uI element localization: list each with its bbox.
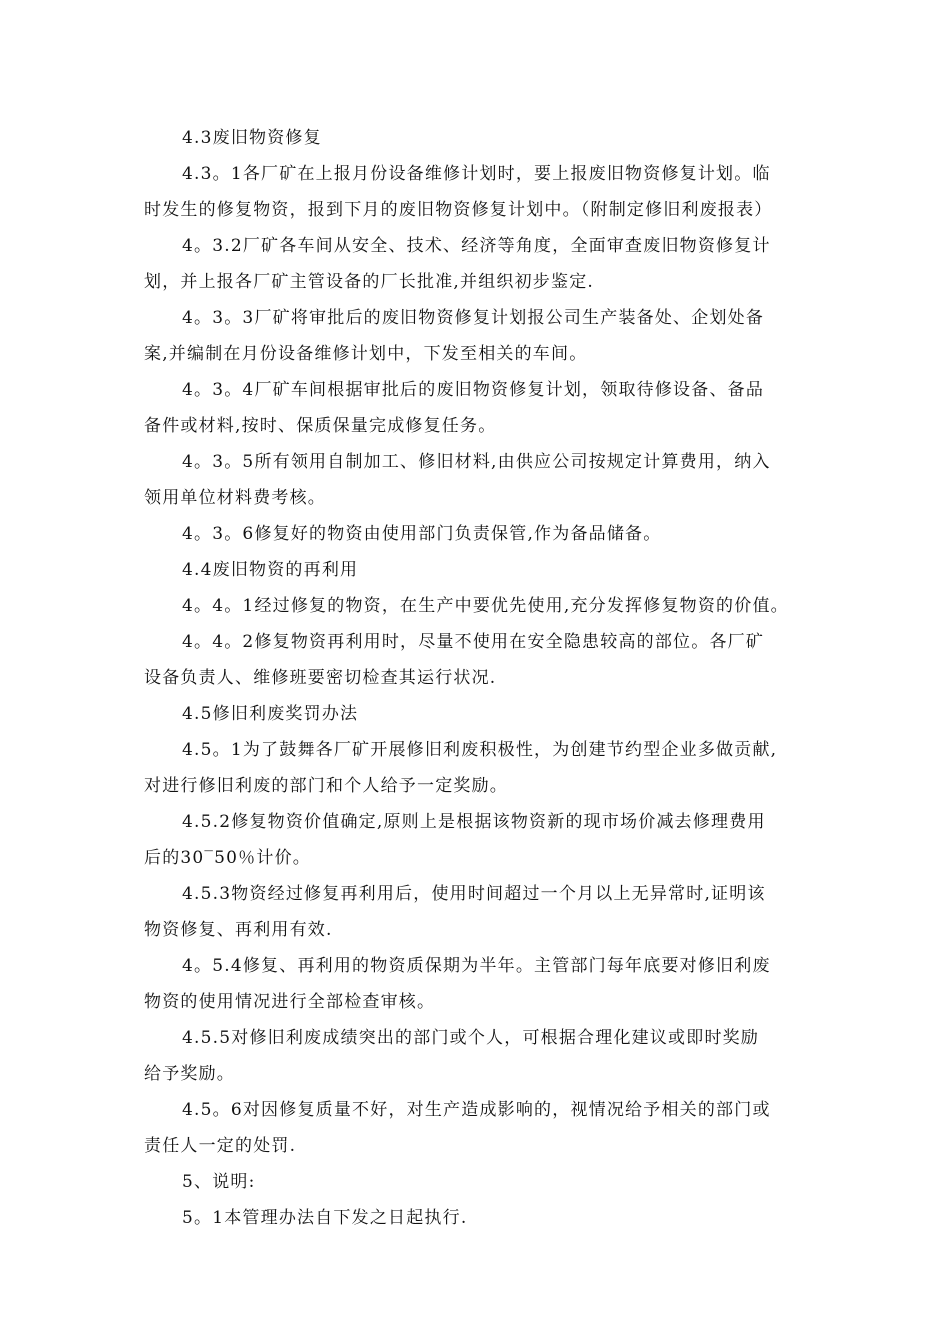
paragraph-line: 划，并上报各厂矿主管设备的厂长批准,并组织初步鉴定. [144, 272, 595, 292]
paragraph-line: 物资修复、再利用有效. [144, 920, 333, 940]
paragraph-line: 4.5。1为了鼓舞各厂矿开展修旧利废积极性，为创建节约型企业多做贡献, [182, 740, 778, 760]
paragraph-line: 4。4。1经过修复的物资，在生产中要优先使用,充分发挥修复物资的价值。 [182, 596, 789, 616]
section-heading-4-4: 4.4废旧物资的再利用 [182, 560, 359, 580]
paragraph-line: 给予奖励。 [144, 1064, 235, 1084]
paragraph-line: 4.5.3物资经过修复再利用后，使用时间超过一个月以上无异常时,证明该 [182, 884, 766, 904]
paragraph-line: 备件或材料,按时、保质保量完成修复任务。 [144, 416, 497, 436]
paragraph-line: 4。3。3厂矿将审批后的废旧物资修复计划报公司生产装备处、企划处备 [182, 308, 765, 328]
paragraph-line: 后的30‾50％计价。 [144, 848, 311, 868]
paragraph-line: 5。1本管理办法自下发之日起执行. [182, 1208, 468, 1228]
paragraph-line: 4.5。6对因修复质量不好，对生产造成影响的，视情况给予相关的部门或 [182, 1100, 771, 1120]
paragraph-line: 4。3。4厂矿车间根据审批后的废旧物资修复计划，领取待修设备、备品 [182, 380, 765, 400]
paragraph-line: 领用单位材料费考核。 [144, 488, 326, 508]
section-heading-4-3: 4.3废旧物资修复 [182, 128, 322, 148]
paragraph-line: 对进行修旧利废的部门和个人给予一定奖励。 [144, 776, 508, 796]
paragraph-line: 4。3。5所有领用自制加工、修旧材料,由供应公司按规定计算费用，纳入 [182, 452, 771, 472]
section-heading-5: 5、说明: [182, 1172, 256, 1192]
paragraph-line: 设备负责人、维修班要密切检查其运行状况. [144, 668, 497, 688]
paragraph-line: 4。4。2修复物资再利用时，尽量不使用在安全隐患较高的部位。各厂矿 [182, 632, 765, 652]
paragraph-line: 物资的使用情况进行全部检查审核。 [144, 992, 436, 1012]
document-body [144, 120, 812, 1236]
paragraph-line: 责任人一定的处罚. [144, 1136, 297, 1156]
paragraph-line: 4.3。1各厂矿在上报月份设备维修计划时，要上报废旧物资修复计划。临 [182, 164, 771, 184]
paragraph-line: 4。3。6修复好的物资由使用部门负责保管,作为备品储备。 [182, 524, 662, 544]
paragraph-line: 4。5.4修复、再利用的物资质保期为半年。主管部门每年底要对修旧利废 [182, 956, 771, 976]
paragraph-line: 时发生的修复物资，报到下月的废旧物资修复计划中。（附制定修旧利废报表） [144, 200, 773, 220]
paragraph-line: 4.5.2修复物资价值确定,原则上是根据该物资新的现市场价减去修理费用 [182, 812, 766, 832]
section-heading-4-5: 4.5修旧利废奖罚办法 [182, 704, 359, 724]
paragraph-line: 案,并编制在月份设备维修计划中，下发至相关的车间。 [144, 344, 588, 364]
paragraph-line: 4.5.5对修旧利废成绩突出的部门或个人，可根据合理化建议或即时奖励 [182, 1028, 760, 1048]
paragraph-line: 4。3.2厂矿各车间从安全、技术、经济等角度，全面审查废旧物资修复计 [182, 236, 771, 256]
